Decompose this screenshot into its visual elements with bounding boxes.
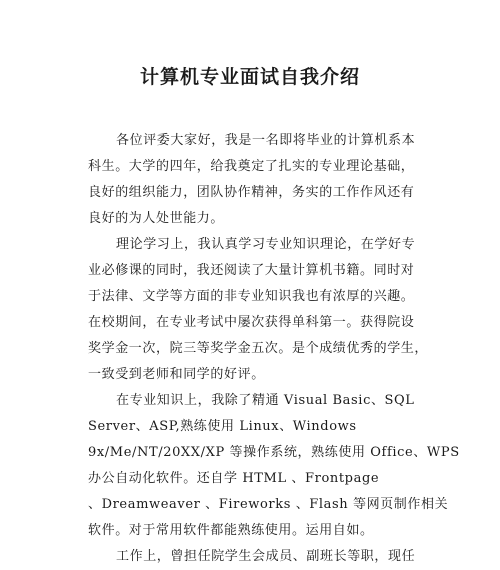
paragraph-line: 奖学金一次，院三等奖学金五次。是个成绩优秀的学生， bbox=[88, 341, 429, 356]
paragraph-line: 办公自动化软件。还自学 HTML 、Frontpage bbox=[88, 471, 380, 486]
paragraph-line: 于法律、文学等方面的非专业知识我也有浓厚的兴趣。 bbox=[88, 289, 415, 304]
document-body bbox=[88, 128, 460, 570]
paragraph-line: 一致受到老师和同学的好评。 bbox=[88, 367, 265, 382]
paragraph-line: 软件。对于常用软件都能熟练使用。运用自如。 bbox=[88, 523, 374, 538]
paragraph-line: 良好的组织能力，团队协作精神，务实的工作作风还有 bbox=[88, 185, 415, 200]
paragraph-line: 业必修课的同时，我还阅读了大量计算机书籍。同时对 bbox=[88, 263, 415, 278]
paragraph-line: 在专业知识上，我除了精通 Visual Basic、SQL bbox=[116, 393, 415, 408]
paragraph-line: 科生。大学的四年，给我奠定了扎实的专业理论基础， bbox=[88, 159, 415, 174]
document-title: 计算机专业面试自我介绍 bbox=[139, 66, 360, 88]
paragraph-line: Server、ASP,熟练使用 Linux、Windows bbox=[88, 419, 357, 434]
paragraph-line: 良好的为人处世能力。 bbox=[88, 211, 225, 226]
paragraph-line: 9x/Me/NT/20XX/XP 等操作系统，熟练使用 Office、WPS bbox=[88, 445, 460, 460]
paragraph-line: 、Dreamweaver 、Fireworks 、Flash 等网页制作相关 bbox=[88, 497, 449, 512]
paragraph-line: 理论学习上，我认真学习专业知识理论，在学好专 bbox=[116, 237, 416, 252]
paragraph-line: 在校期间，在专业考试中屡次获得单科第一。获得院设 bbox=[88, 315, 415, 330]
paragraph-line: 工作上，曾担任院学生会成员、副班长等职，现任 bbox=[116, 549, 416, 564]
paragraph-line: 各位评委大家好，我是一名即将毕业的计算机系本 bbox=[116, 133, 416, 148]
